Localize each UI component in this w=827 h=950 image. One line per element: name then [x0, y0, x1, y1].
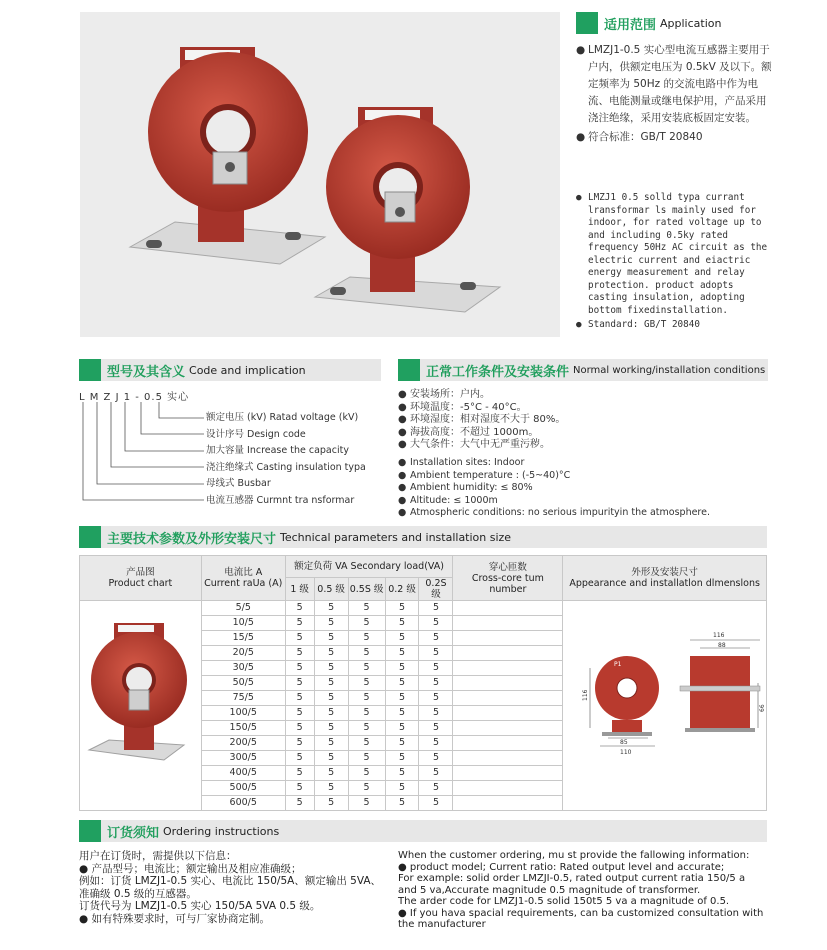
class-header: 0.5S 级	[348, 578, 385, 601]
condition-item: Atmospheric conditions: no serious impurityin the atmosphere.	[410, 507, 710, 518]
condition-item: Installation sites: Indoor	[410, 457, 525, 468]
turns-cell	[453, 766, 563, 781]
load-cell: 5	[285, 796, 314, 811]
load-cell: 5	[314, 646, 348, 661]
load-cell: 5	[419, 781, 453, 796]
dim-110: 110	[620, 749, 632, 756]
load-cell: 5	[285, 766, 314, 781]
load-cell: 5	[385, 781, 419, 796]
code-header	[79, 359, 381, 381]
load-cell: 5	[348, 796, 385, 811]
conditions-title-en: Normal working/installation conditions	[573, 364, 766, 376]
turns-cell	[453, 646, 563, 661]
ordering-title-cn: 订货须知	[107, 825, 160, 841]
ordering-cn	[79, 850, 389, 925]
ordering-en-line: ● product model; Current ratio: Rated output level and accurate;	[398, 861, 725, 873]
load-cell: 5	[285, 691, 314, 706]
class-header: 0.2 级	[385, 578, 419, 601]
load-cell: 5	[419, 751, 453, 766]
application-cn-standard: 符合标准：GB/T 20840	[588, 131, 703, 143]
dim-66: 66	[759, 704, 766, 712]
conditions-title-cn: 正常工作条件及安装条件	[426, 364, 570, 380]
load-cell: 5	[419, 706, 453, 721]
condition-item: 海拔高度：不超过 1000m。	[410, 426, 539, 438]
load-cell: 5	[314, 691, 348, 706]
ratio-cell: 10/5	[201, 616, 285, 631]
load-cell: 5	[314, 781, 348, 796]
class-header: 0.2S 级	[419, 578, 453, 601]
load-cell: 5	[419, 616, 453, 631]
product-photo	[80, 12, 560, 337]
load-cell: 5	[385, 646, 419, 661]
load-cell: 5	[314, 601, 348, 616]
ratio-cell: 5/5	[201, 601, 285, 616]
ratio-cell: 150/5	[201, 721, 285, 736]
turns-cell	[453, 796, 563, 811]
load-cell: 5	[385, 706, 419, 721]
load-cell: 5	[285, 721, 314, 736]
class-header: 0.5 级	[314, 578, 348, 601]
ordering-title-en: Ordering instructions	[163, 824, 280, 838]
ordering-en-line: For example: solid order LMZJI-0.5, rated output current ratia 150/5 a	[398, 873, 746, 884]
load-cell: 5	[285, 646, 314, 661]
load-cell: 5	[419, 721, 453, 736]
conditions-cn: ● 安装场所：户内。 ● 环境温度：-5°C - 40°C。 ● 环境湿度：相对湿度不大于 80%。 ● 海拔高度：不超过 1000m。 ● 大气条件：大气中无严重污秽。	[398, 389, 566, 450]
load-cell: 5	[348, 691, 385, 706]
load-cell: 5	[285, 706, 314, 721]
col-turns: 穿心匝数 Cross-core tum number	[453, 556, 563, 601]
ratio-cell: 600/5	[201, 796, 285, 811]
model-code: L M Z J 1 - 0.5 实心	[79, 392, 190, 403]
load-cell: 5	[314, 721, 348, 736]
ordering-en-line: and 5 va,Accurate magnitude 0.5 magnitude of transformer.	[398, 884, 701, 896]
ordering-cn-line: 订货代号为 LMZJ1-0.5 实心 150/5A 5VA 0.5 级。	[79, 900, 321, 912]
section-marker-icon	[576, 12, 598, 34]
load-cell: 5	[419, 676, 453, 691]
ratio-cell: 300/5	[201, 751, 285, 766]
load-cell: 5	[314, 796, 348, 811]
load-cell: 5	[419, 661, 453, 676]
load-cell: 5	[285, 781, 314, 796]
col-dims: 外形及安装尺寸 Appearance and installatlon dlmenslons	[563, 556, 767, 601]
application-en: ● LMZJ1 0.5 solld typa currant lransformar ls mainly used for indoor, for rated voltage up to and including 0.5ky rated frequency 50Hz AC circuit as the electric current and eiactric energy measurement and relay protection. product adopts casting insulation, adopting bottom fixedinstallation. ● Standard: GB/T 20840	[576, 192, 776, 332]
application-cn: ● LMZJ1-0.5 实心型电流互感器主要用于户内，供额定电压为 0.5kV 及以下。额定频率为 50Hz 的交流电路中作为电流、电能测量或继电保护用，产品采用浇注绝缘，采用安装底板固定安装。 ● 符合标准：GB/T 20840	[576, 42, 776, 146]
ordering-cn-line: ● 产品型号；电流比；额定输出及相应准确级；	[79, 862, 302, 875]
code-item: 电流互感器 Curmnt tra nsformar	[206, 494, 355, 506]
load-cell: 5	[348, 616, 385, 631]
conditions-header	[398, 359, 768, 381]
application-en-text: LMZJ1 0.5 solld typa currant lransformar ls mainly used for indoor, for rated voltage up to and including 0.5ky rated frequency 50Hz AC circuit as the electric current and eiactric energy measurement and relay protection. product adopts casting insulation, adopting bottom fixedinstallation.	[588, 192, 768, 316]
turns-cell	[453, 706, 563, 721]
code-item: 浇注绝缘式 Casting insulation typa	[206, 461, 366, 473]
ratio-cell: 50/5	[201, 676, 285, 691]
load-cell: 5	[385, 631, 419, 646]
condition-item: 安装场所：户内。	[410, 389, 490, 400]
load-cell: 5	[419, 796, 453, 811]
section-marker-icon	[398, 359, 420, 381]
load-cell: 5	[385, 751, 419, 766]
ratio-cell: 500/5	[201, 781, 285, 796]
code-item: 额定电压 (kV) Ratad voltage (kV)	[206, 412, 359, 423]
ratio-cell: 400/5	[201, 766, 285, 781]
col-product: 产品图 Product chart	[80, 556, 202, 601]
code-title-cn: 型号及其含义	[107, 364, 186, 380]
col-ratio: 电流比 A Current raUa (A)	[201, 556, 285, 601]
load-cell: 5	[385, 736, 419, 751]
table-row	[80, 601, 767, 616]
turns-cell	[453, 661, 563, 676]
dimension-drawing	[580, 628, 770, 763]
load-cell: 5	[419, 736, 453, 751]
load-cell: 5	[348, 646, 385, 661]
ratio-cell: 75/5	[201, 691, 285, 706]
ordering-en-line: The arder code for LMZJ1-0.5 solid 150t5 5 va a magnitude of 0.5.	[398, 896, 730, 907]
load-cell: 5	[385, 676, 419, 691]
ratio-cell: 30/5	[201, 661, 285, 676]
turns-cell	[453, 781, 563, 796]
load-cell: 5	[385, 661, 419, 676]
load-cell: 5	[385, 721, 419, 736]
turns-cell	[453, 751, 563, 766]
dim-85: 85	[620, 739, 628, 746]
ordering-en-line: ● If you hava spacial requirements, can ba customized consultation with	[398, 907, 764, 919]
code-item: 母线式 Busbar	[206, 478, 271, 489]
product-chart-image	[84, 615, 196, 765]
ordering-en-line: the manufacturer	[398, 919, 486, 930]
load-cell: 5	[348, 706, 385, 721]
load-cell: 5	[348, 601, 385, 616]
load-cell: 5	[385, 616, 419, 631]
dim-88: 88	[718, 642, 726, 649]
load-cell: 5	[314, 631, 348, 646]
turns-cell	[453, 601, 563, 616]
load-cell: 5	[314, 766, 348, 781]
application-title-en: Application	[660, 16, 722, 30]
load-cell: 5	[385, 766, 419, 781]
col-load: 额定负荷 VA Secondary load(VA)	[285, 556, 453, 578]
ordering-header	[79, 820, 767, 842]
dim-p1: P1	[614, 661, 622, 668]
load-cell: 5	[385, 796, 419, 811]
ratio-cell: 20/5	[201, 646, 285, 661]
load-cell: 5	[314, 676, 348, 691]
application-header	[576, 12, 776, 34]
load-cell: 5	[285, 616, 314, 631]
condition-item: 大气条件：大气中无严重污秽。	[410, 439, 550, 450]
load-cell: 5	[285, 631, 314, 646]
load-cell: 5	[314, 736, 348, 751]
load-cell: 5	[285, 676, 314, 691]
load-cell: 5	[419, 766, 453, 781]
ratio-cell: 15/5	[201, 631, 285, 646]
turns-cell	[453, 676, 563, 691]
ordering-en	[398, 850, 773, 931]
load-cell: 5	[419, 691, 453, 706]
conditions-en: ● Installation sites: Indoor ● Ambient temperature : (-5~40)°C ● Ambient humidity: ≤ 80% ● Altitude: ≤ 1000m ● Atmospheric conditions: no serious impurityin the atmosphere.	[398, 457, 710, 518]
load-cell: 5	[385, 601, 419, 616]
load-cell: 5	[348, 631, 385, 646]
condition-item: Ambient temperature : (-5~40)°C	[410, 469, 571, 481]
section-marker-icon	[79, 359, 101, 381]
condition-item: Altitude: ≤ 1000m	[410, 494, 498, 506]
section-marker-icon	[79, 820, 101, 842]
code-legend-lines	[79, 400, 209, 505]
load-cell: 5	[419, 631, 453, 646]
load-cell: 5	[314, 661, 348, 676]
class-header: 1 级	[285, 578, 314, 601]
turns-cell	[453, 631, 563, 646]
turns-cell	[453, 721, 563, 736]
load-cell: 5	[348, 751, 385, 766]
condition-item: 环境湿度：相对湿度不大于 80%。	[410, 414, 566, 425]
load-cell: 5	[385, 691, 419, 706]
condition-item: Ambient humidity: ≤ 80%	[410, 482, 533, 493]
load-cell: 5	[285, 751, 314, 766]
dim-116-top: 116	[713, 632, 725, 639]
load-cell: 5	[314, 616, 348, 631]
turns-cell	[453, 736, 563, 751]
tech-header	[79, 526, 767, 548]
tech-title-cn: 主要技术参数及外形安装尺寸	[107, 531, 277, 547]
load-cell: 5	[285, 736, 314, 751]
load-cell: 5	[285, 601, 314, 616]
load-cell: 5	[419, 646, 453, 661]
ordering-cn-line: 准确级 0.5 级的互感器。	[79, 887, 197, 900]
load-cell: 5	[348, 676, 385, 691]
dim-116-side: 116	[582, 689, 589, 701]
condition-item: 环境温度：-5°C - 40°C。	[410, 401, 527, 413]
code-item: 加大容量 Increase the capacity	[206, 445, 349, 456]
ordering-cn-line: ● 如有特殊要求时，可与厂家协商定制。	[79, 912, 270, 925]
load-cell: 5	[314, 751, 348, 766]
load-cell: 5	[348, 736, 385, 751]
ordering-cn-line: 用户在订货时，需提供以下信息：	[79, 850, 237, 862]
code-legend	[206, 410, 366, 509]
ratio-cell: 200/5	[201, 736, 285, 751]
section-marker-icon	[79, 526, 101, 548]
ordering-cn-line: 例如：订货 LMZJ1-0.5 实心、电流比 150/5A、额定输出 5VA、	[79, 875, 382, 887]
code-title-en: Code and implication	[189, 363, 306, 377]
application-title-cn: 适用范围	[604, 17, 657, 33]
code-item: 设计序号 Design code	[206, 428, 306, 440]
load-cell: 5	[314, 706, 348, 721]
turns-cell	[453, 616, 563, 631]
transformer-illustration	[80, 12, 560, 337]
turns-cell	[453, 691, 563, 706]
load-cell: 5	[348, 721, 385, 736]
ratio-cell: 100/5	[201, 706, 285, 721]
load-cell: 5	[285, 661, 314, 676]
load-cell: 5	[419, 601, 453, 616]
application-cn-text: LMZJ1-0.5 实心型电流互感器主要用于户内，供额定电压为 0.5kV 及以下。额定频率为 50Hz 的交流电路中作为电流、电能测量或继电保护用，产品采用浇注绝缘，采用安装底板固定安装。	[588, 44, 772, 124]
load-cell: 5	[348, 766, 385, 781]
ordering-en-line: When the customer ordering, mu st provide the fallowing information:	[398, 850, 750, 861]
load-cell: 5	[348, 781, 385, 796]
load-cell: 5	[348, 661, 385, 676]
tech-title-en: Technical parameters and installation size	[280, 530, 512, 544]
application-en-standard: Standard: GB/T 20840	[588, 319, 700, 330]
